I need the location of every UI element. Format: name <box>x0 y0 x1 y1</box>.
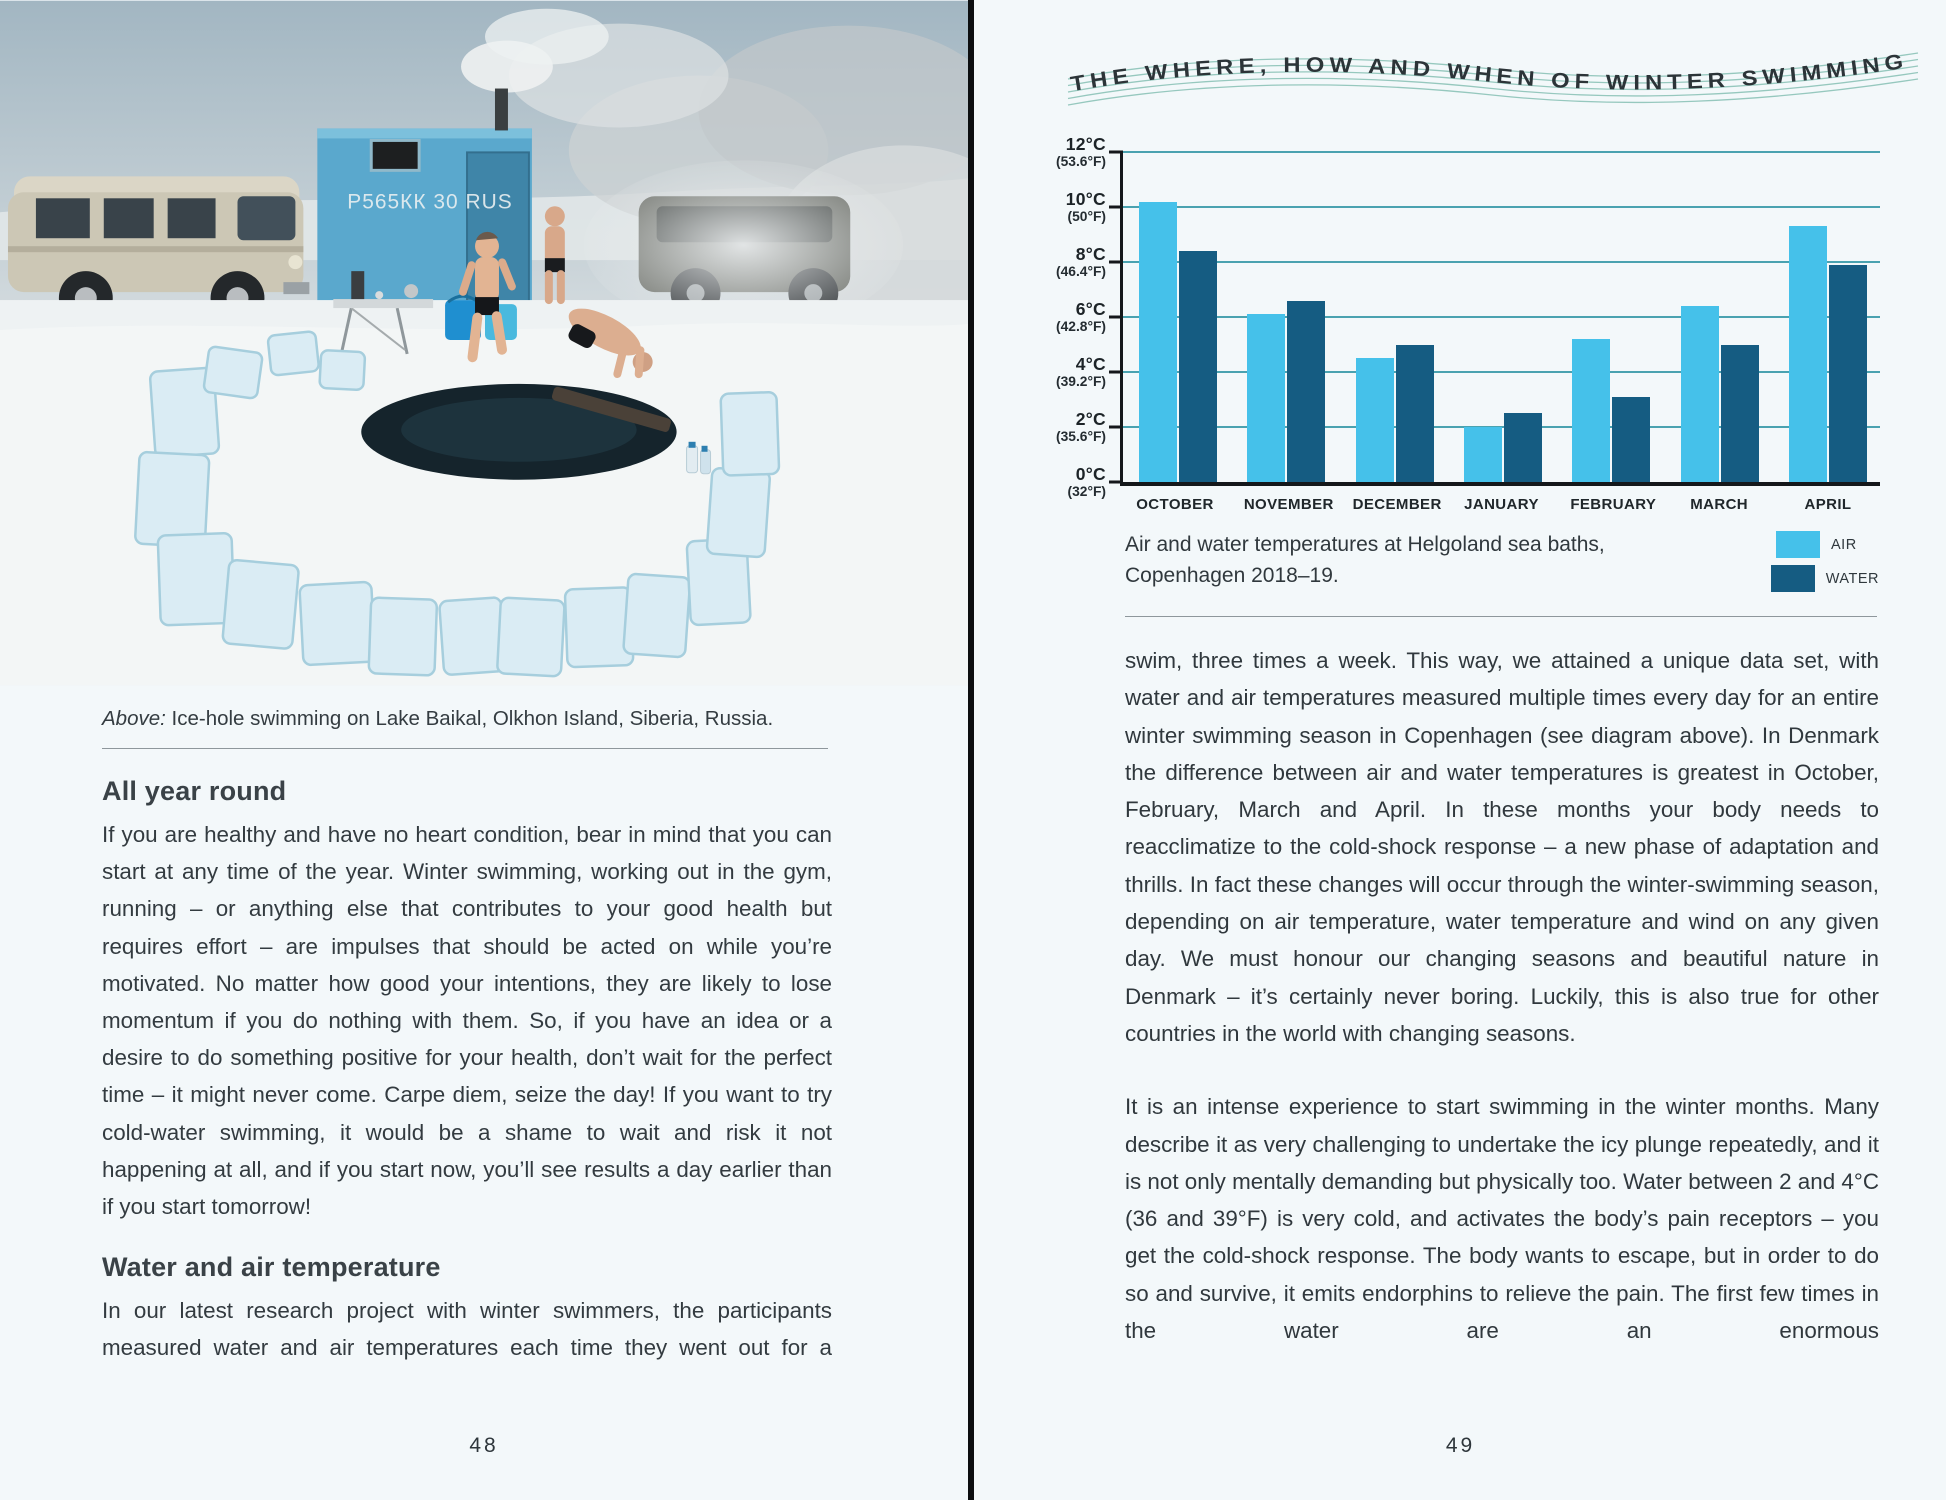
axis-tickmark <box>1109 426 1123 429</box>
ice-hole-swimming-photo <box>0 0 968 686</box>
y-tick-fahrenheit: (32°F) <box>1067 484 1106 500</box>
chart-bars <box>1123 152 1880 482</box>
bar-group-march <box>1680 152 1760 482</box>
bar-air-march <box>1681 306 1719 482</box>
axis-tickmark <box>1109 316 1123 319</box>
axis-tickmark <box>1109 371 1123 374</box>
axis-tickmark <box>1109 151 1123 154</box>
x-axis-label-january: JANUARY <box>1464 496 1539 513</box>
bar-water-october <box>1179 251 1217 482</box>
header-title: THE WHERE, HOW AND WHEN OF WINTER SWIMMING <box>1068 49 1907 97</box>
axis-tickmark <box>1109 481 1123 484</box>
temperature-chart <box>1056 134 1880 513</box>
y-tick-label <box>1056 244 1106 280</box>
y-tick-celsius: 6°C <box>1075 299 1106 320</box>
legend-swatch-water <box>1771 565 1815 592</box>
bar-water-march <box>1721 345 1759 483</box>
y-tick-label <box>1056 299 1106 335</box>
bar-group-november <box>1246 152 1326 482</box>
chart-caption-line2: Copenhagen 2018–19. <box>1125 564 1339 587</box>
y-tick-fahrenheit: (50°F) <box>1067 209 1106 225</box>
axis-tickmark <box>1109 261 1123 264</box>
caption-divider <box>102 748 828 749</box>
photo-caption <box>102 707 830 731</box>
photo-shed-graffiti: Р565КК 30 RUS <box>347 190 513 214</box>
page-number-right: 49 <box>1445 1434 1476 1457</box>
body-paragraph: It is an intense experience to start swimming in the winter months. Many describe it as very challenging to undertake the icy plunge repeatedly, and it is not only mentally demanding but physically too. Water between 2 and 4°C (36 and 39°F) is very cold, and activates the body’s pain receptors – you get the cold-shock response. The body wants to escape, but in order to do so and survive, it emits endorphins to relieve the pain. The first few times in the water are an enormous <box>1125 1094 1879 1344</box>
chart-body-divider <box>1125 616 1877 617</box>
bar-air-february <box>1572 339 1610 482</box>
bar-air-december <box>1356 358 1394 482</box>
y-tick-fahrenheit: (53.6°F) <box>1056 154 1106 170</box>
bar-water-april <box>1829 265 1867 482</box>
y-tick-label <box>1056 354 1106 390</box>
x-axis-label-march: MARCH <box>1690 496 1749 513</box>
y-tick-fahrenheit: (35.6°F) <box>1056 429 1106 445</box>
bar-air-april <box>1789 226 1827 482</box>
legend-row-water <box>1771 565 1879 592</box>
bar-water-december <box>1396 345 1434 483</box>
x-axis-label-october: OCTOBER <box>1136 496 1214 513</box>
legend-swatch-air <box>1776 531 1820 558</box>
section-water-air-temperature <box>0 1252 968 1366</box>
y-tick-celsius: 12°C <box>1065 134 1106 155</box>
body-text <box>975 642 1946 1349</box>
y-tick-label <box>1068 464 1106 500</box>
legend-row-air <box>1771 531 1879 558</box>
photo-caption-prefix: Above: <box>102 707 166 730</box>
y-tick-label <box>1066 189 1106 225</box>
bar-water-february <box>1612 397 1650 482</box>
legend-label-water: WATER <box>1825 570 1879 587</box>
bar-air-october <box>1139 202 1177 483</box>
y-tick-celsius: 0°C <box>1075 464 1106 485</box>
chart-caption-row <box>1125 529 1879 592</box>
x-axis-label-december: DECEMBER <box>1352 496 1442 513</box>
x-axis-label-april: APRIL <box>1804 496 1852 513</box>
body-paragraph: swim, three times a week. This way, we attained a unique data set, with water and air temperatures measured multiple times every day for an entire winter swimming season in Copenhagen (see diagram above). In Denmark the difference between air and water temperatures is greatest in October, February, March and April. In these months your body needs to reacclimatize to the cold-shock response – a new phase of adaptation and thrills. In fact these changes will occur through the winter-swimming season, depending on air temperature, water temperature and wind on any given day. We must honour our changing seasons and beautiful nature in Denmark – it’s certainly never boring. Luckily, this is also true for other countries in the world with changing seasons. <box>1125 648 1879 1046</box>
chart-caption-line1: Air and water temperatures at Helgoland sea baths, <box>1125 533 1605 556</box>
page-gutter-divider <box>968 0 974 1500</box>
bar-group-february <box>1571 152 1651 482</box>
y-tick-label <box>1056 134 1106 170</box>
section-heading: Water and air temperature <box>102 1252 441 1283</box>
chart-legend <box>1771 531 1879 592</box>
bar-water-january <box>1504 413 1542 482</box>
photo-water-hole <box>361 384 676 480</box>
section-body: In our latest research project with winter swimmers, the participants measured water and air temperatures each time they went out for a <box>102 1298 832 1361</box>
axis-tickmark <box>1109 206 1123 209</box>
left-page <box>0 0 968 1500</box>
y-tick-label <box>1056 409 1106 445</box>
bar-group-january <box>1463 152 1543 482</box>
y-tick-celsius: 10°C <box>1065 189 1106 210</box>
photo-caption-text: Ice-hole swimming on Lake Baikal, Olkhon Island, Siberia, Russia. <box>165 707 774 730</box>
y-tick-celsius: 8°C <box>1075 244 1106 265</box>
y-tick-fahrenheit: (46.4°F) <box>1056 264 1106 280</box>
page-number-left: 48 <box>469 1434 499 1457</box>
chart-y-axis-labels <box>1002 134 1106 500</box>
bar-group-april <box>1788 152 1868 482</box>
right-page <box>975 0 1946 1500</box>
section-all-year-round <box>0 776 968 1225</box>
running-header <box>1061 46 1922 112</box>
y-tick-fahrenheit: (42.8°F) <box>1056 319 1106 335</box>
bar-air-november <box>1247 314 1285 482</box>
legend-label-air: AIR <box>1831 536 1857 553</box>
chart-x-axis-labels <box>1120 496 1880 513</box>
bar-group-december <box>1355 152 1435 482</box>
chart-plot <box>1120 152 1880 486</box>
y-tick-fahrenheit: (39.2°F) <box>1056 374 1106 390</box>
y-tick-celsius: 2°C <box>1075 409 1106 430</box>
x-axis-label-february: FEBRUARY <box>1570 496 1657 513</box>
bar-water-november <box>1287 301 1325 483</box>
section-body: If you are healthy and have no heart condition, bear in mind that you can start at any time of the year. Winter swimming, working out in the gym, running – or anything else that contributes to your good health but requires effort – are impulses that should be acted on while you’re motivated. No matter how good your intentions, they are likely to lose momentum if you do nothing with them. So, if you have an idea or a desire to do something positive for your health, don’t wait for the perfect time – it might never come. Carpe diem, seize the day! If you want to try cold-water swimming, it would be a shame to wait and risk it not happening at all, and if you start now, you’ll see results a day earlier than if you start tomorrow! <box>102 822 832 1220</box>
section-heading: All year round <box>102 776 287 806</box>
x-axis-label-november: NOVEMBER <box>1243 496 1334 513</box>
bar-group-october <box>1138 152 1218 482</box>
bar-air-january <box>1464 427 1502 482</box>
chart-caption <box>1125 529 1605 591</box>
y-tick-celsius: 4°C <box>1075 354 1106 375</box>
